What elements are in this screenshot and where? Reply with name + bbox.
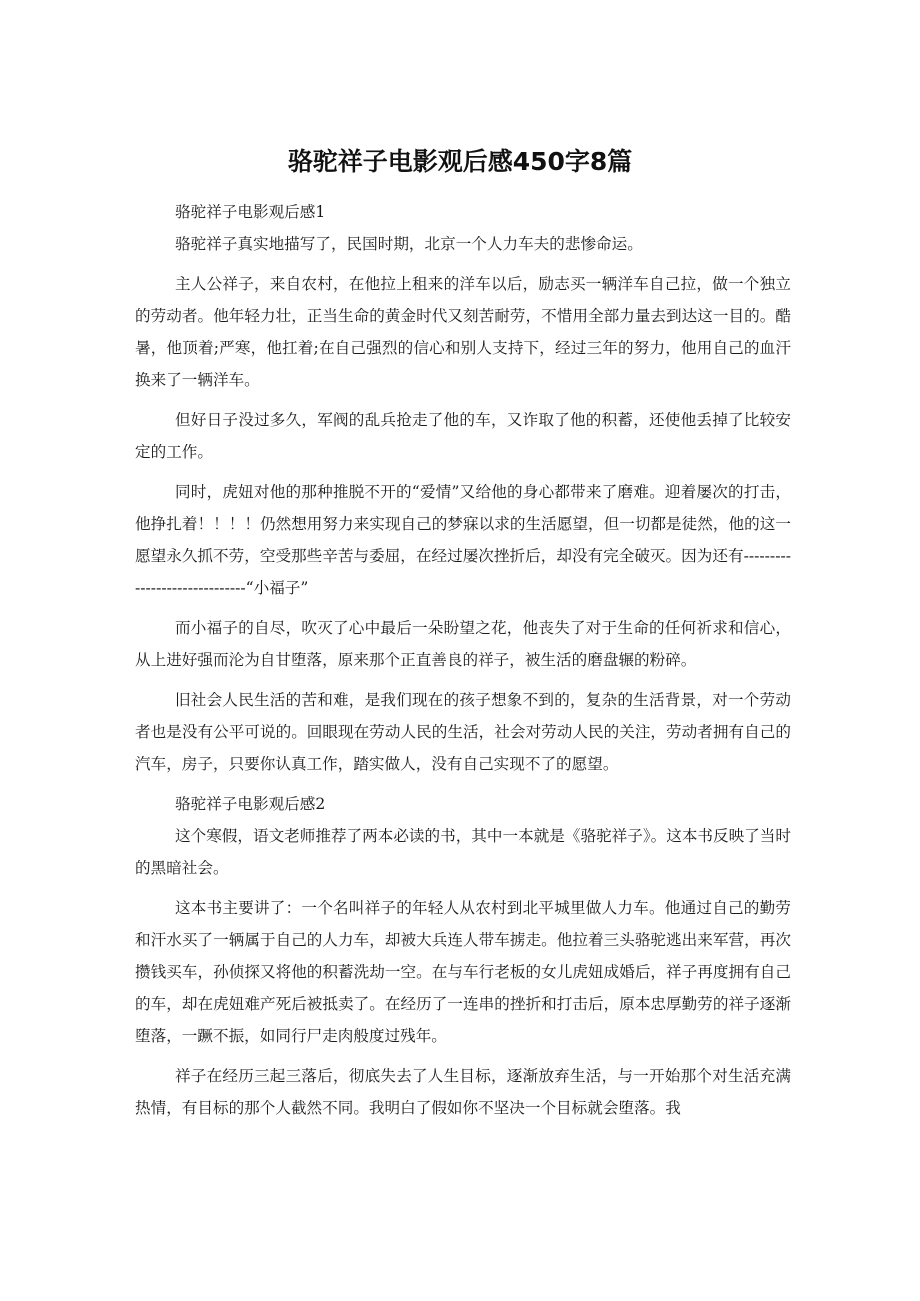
paragraph: 同时，虎妞对他的那种推脱不开的“爱情”又给他的身心都带来了磨难。迎着屡次的打击，他挣扎着！！！！仍然想用努力来实现自己的梦寐以求的生活愿望，但一切都是徒然，他的这一愿望永久抓不劳，空受那些辛苦与委屈，在经过屡次挫折后，却没有完全破灭。因为还有------------------------------“小福子” <box>135 483 791 597</box>
paragraph: 主人公祥子，来自农村，在他拉上租来的洋车以后，励志买一辆洋车自己拉，做一个独立的劳动者。他年轻力壮，正当生命的黄金时代又刻苦耐劳，不惜用全部力量去到达这一目的。酷暑，他顶着;严寒，他扛着;在自己强烈的信心和别人支持下，经过三年的努力，他用自己的血汗换来了一辆洋车。 <box>135 275 791 389</box>
paragraph: 这本书主要讲了：一个名叫祥子的年轻人从农村到北平城里做人力车。他通过自己的勤劳和汗水买了一辆属于自己的人力车，却被大兵连人带车掳走。他拉着三头骆驼逃出来军营，再次攒钱买车，孙侦探又将他的积蓄洗劫一空。在与车行老板的女儿虎妞成婚后，祥子再度拥有自己的车，却在虎妞难产死后被抵卖了。在经历了一连串的挫折和打击后，原本忠厚勤劳的祥子逐渐堕落，一蹶不振，如同行尸走肉般度过残年。 <box>135 899 791 1045</box>
section-heading: 骆驼祥子电影观后感1 <box>175 203 326 221</box>
paragraph: 骆驼祥子真实地描写了，民国时期，北京一个人力车夫的悲惨命运。 <box>175 235 643 253</box>
section-heading: 骆驼祥子电影观后感2 <box>175 795 326 813</box>
document-title: 骆驼祥子电影观后感450字8篇 <box>287 147 633 176</box>
paragraph: 而小福子的自尽，吹灭了心中最后一朵盼望之花，他丧失了对于生命的任何祈求和信心，从上进好强而沦为自甘堕落，原来那个正直善良的祥子，被生活的磨盘辗的粉碎。 <box>135 619 791 669</box>
document-body <box>135 196 791 1132</box>
paragraph: 但好日子没过多久，军阀的乱兵抢走了他的车，又诈取了他的积蓄，还使他丢掉了比较安定的工作。 <box>135 411 791 461</box>
paragraph: 祥子在经历三起三落后，彻底失去了人生目标，逐渐放弃生活，与一开始那个对生活充满热情，有目标的那个人截然不同。我明白了假如你不坚决一个目标就会堕落。我 <box>135 1067 791 1117</box>
paragraph: 旧社会人民生活的苦和难，是我们现在的孩子想象不到的，复杂的生活背景，对一个劳动者也是没有公平可说的。回眼现在劳动人民的生活，社会对劳动人民的关注，劳动者拥有自己的汽车，房子，只要你认真工作，踏实做人，没有自己实现不了的愿望。 <box>135 691 791 773</box>
paragraph: 这个寒假，语文老师推荐了两本必读的书，其中一本就是《骆驼祥子》。这本书反映了当时的黑暗社会。 <box>135 827 791 877</box>
